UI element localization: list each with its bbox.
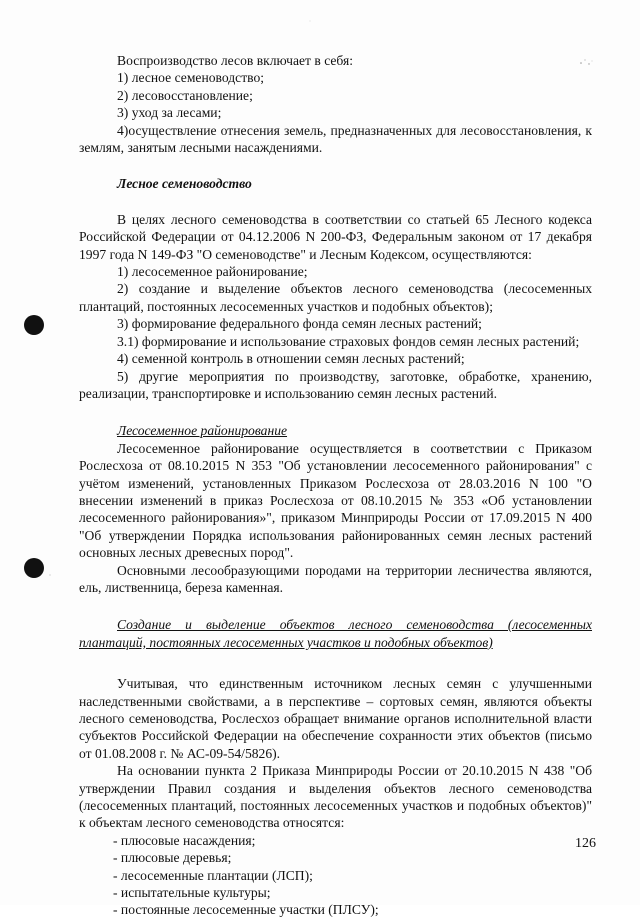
seed-production-item-1: 1) лесосеменное районирование; — [117, 264, 308, 280]
intro-lead: Воспроизводство лесов включает в себя: — [117, 53, 354, 68]
seed-zoning-paragraph-2: Основными лесообразующими породами на территории лесничества являются, ель, лиственница, береза каменная. — [79, 562, 592, 595]
seed-objects-heading-text: Создание и выделение объектов лесного семеноводства (лесосеменных плантаций, постоянных лесосеменных участков и подобных объектов) — [79, 617, 592, 650]
seed-object-list-item: - постоянные лесосеменные участки (ПЛСУ); — [113, 902, 379, 918]
intro-item-3: 3) уход за лесами; — [117, 105, 222, 121]
page-number: 126 — [575, 836, 596, 851]
seed-objects-paragraph-1: Учитывая, что единственным источником лесных семян с улучшенными наследственными свойствами, а в перспективе – сортовых семян, являются объекты лесного семеноводства, Рослесхоз обращает внимание органов исполнительной власти субъектов Российской Федерации на обеспечение сохранности этих объектов (письмо от 01.08.2008 г. № АС-09-54/5826). — [79, 676, 592, 761]
section-seed-production — [79, 175, 592, 402]
seed-production-item-3-1: 3.1) формирование и использование страховых фондов семян лесных растений; — [117, 333, 580, 349]
seed-zoning-paragraph-1: Лесосеменное районирование осуществляется в соответствии с Приказом Рослесхоза от 08.10.2015 N 353 "Об установлении лесосеменного районирования" с учётом изменений, установленных Приказом Рослесхоза от 28.03.2016 N 100 "О внесении изменений в приказ Рослесхоза от 08.10.2015 № 353 «Об установлении лесосеменного районирования»", приказом Минприроды России от 17.09.2015 N 400 "Об утверждении Порядка использования районированных семян лесных растений основных лесных древесных пород". — [79, 440, 592, 561]
seed-object-list-item: - лесосеменные плантации (ЛСП); — [113, 867, 313, 883]
section-heading-seed-zoning — [79, 422, 592, 439]
seed-production-item-5: 5) другие мероприятия по производству, заготовке, обработке, хранению, реализации, транспортировке и использованию семян лесных растений. — [79, 368, 592, 401]
seed-production-paragraph: В целях лесного семеноводства в соответствии со статьей 65 Лесного кодекса Российской Федерации от 04.12.2006 N 200-ФЗ, Федеральным законом от 17 декабря 1997 года N 149-ФЗ "О семеноводстве" и Лесным Кодексом, осуществляются: — [79, 211, 592, 262]
seed-object-list-item: - плюсовые деревья; — [113, 850, 232, 866]
intro-item-2: 2) лесовосстановление; — [117, 87, 253, 103]
document-body — [79, 52, 592, 919]
intro-item-1: 1) лесное семеноводство; — [117, 70, 265, 86]
punch-hole-bottom — [24, 558, 44, 578]
seed-production-item-4: 4) семенной контроль в отношении семян лесных растений; — [117, 351, 465, 367]
section-heading-seed-production: Лесное семеноводство — [117, 176, 252, 192]
intro-block — [79, 52, 592, 156]
seed-object-list-item: - плюсовые насаждения; — [113, 832, 256, 848]
section-seed-objects — [79, 616, 592, 919]
seed-object-list-item: - испытательные культуры; — [113, 885, 271, 901]
section-seed-zoning — [79, 422, 592, 596]
seed-production-item-3: 3) формирование федерального фонда семян лесных растений; — [117, 316, 482, 332]
intro-item-4: 4)осуществление отнесения земель, предназначенных для лесовосстановления, к землям, занятым лесными насаждениями. — [79, 122, 592, 156]
seed-zoning-heading-text: Лесосеменное районирование — [117, 423, 288, 439]
punch-hole-top — [24, 315, 44, 335]
seed-production-item-2: 2) создание и выделение объектов лесного семеноводства (лесосеменных плантаций, постоянных лесосеменных участков и подобных объектов); — [79, 281, 592, 314]
seed-objects-paragraph-2: На основании пункта 2 Приказа Минприроды России от 20.10.2015 N 438 "Об утверждении Правил создания и выделения объектов лесного семеноводства (лесосеменных плантаций, постоянных лесосеменных участков и подобных объектов)" к объектам лесного семеноводства относятся: — [79, 763, 592, 831]
section-heading-seed-objects — [79, 616, 592, 651]
